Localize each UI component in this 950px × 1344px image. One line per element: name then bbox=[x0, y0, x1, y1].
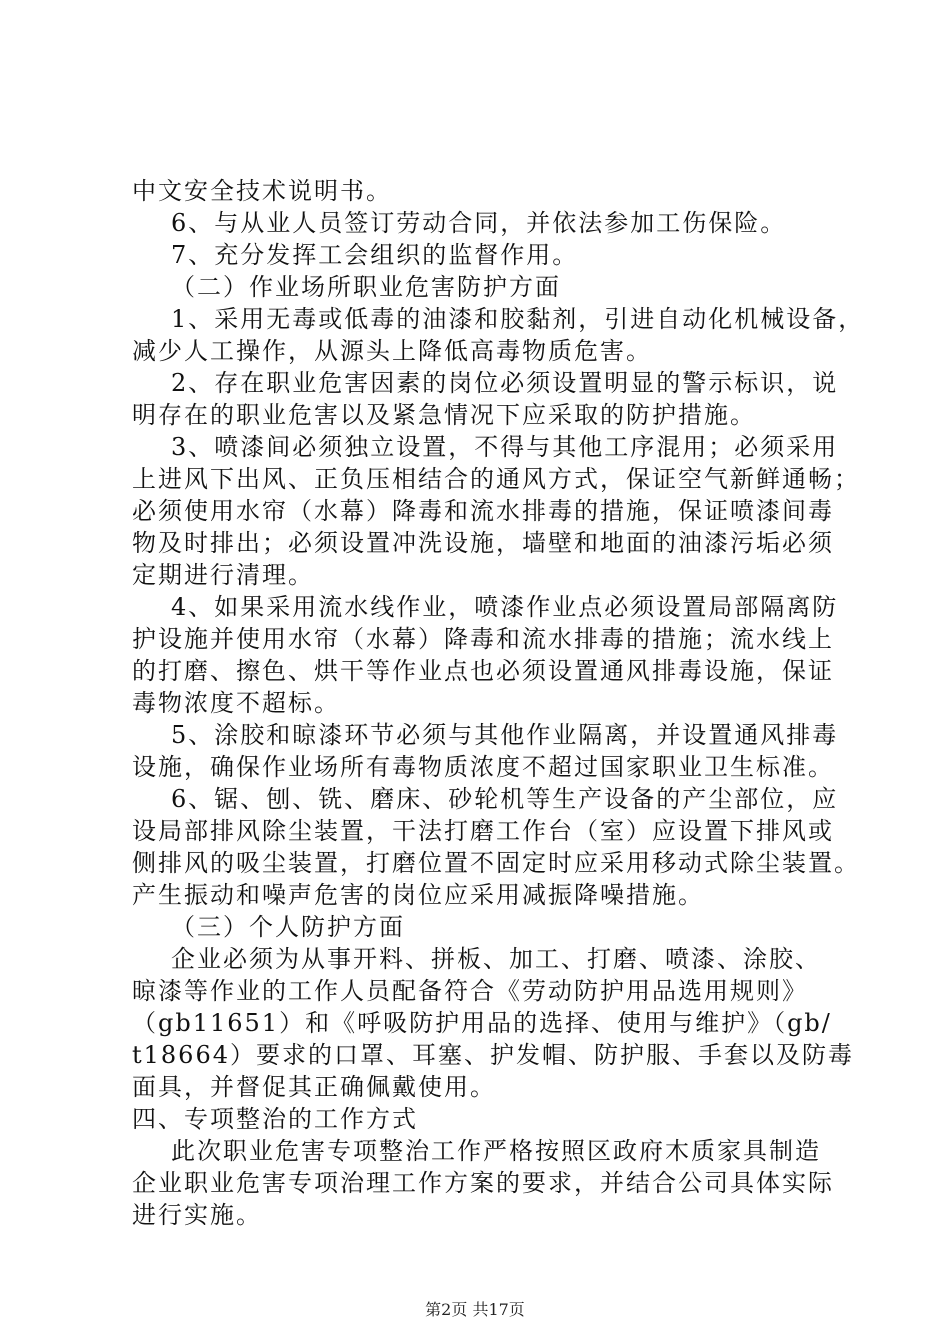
text-line: 产生振动和噪声危害的岗位应采用减振降噪措施。 bbox=[132, 881, 704, 909]
text-line: 设局部排风除尘装置，干法打磨工作台（室）应设置下排风或 bbox=[132, 817, 834, 845]
text-line: 1、采用无毒或低毒的油漆和胶黏剂，引进自动化机械设备， bbox=[171, 305, 865, 333]
text-line: 6、锯、刨、铣、磨床、砂轮机等生产设备的产尘部位，应 bbox=[171, 785, 839, 813]
text-line: 面具，并督促其正确佩戴使用。 bbox=[132, 1073, 496, 1101]
text-line: 4、如果采用流水线作业，喷漆作业点必须设置局部隔离防 bbox=[171, 593, 839, 621]
text-line: 5、涂胶和晾漆环节必须与其他作业隔离，并设置通风排毒 bbox=[171, 721, 839, 749]
section-heading: 四、专项整治的工作方式 bbox=[132, 1105, 418, 1133]
text-line: 7、充分发挥工会组织的监督作用。 bbox=[171, 241, 579, 269]
text-line: 毒物浓度不超标。 bbox=[132, 689, 340, 717]
text-line: 企业必须为从事开料、拼板、加工、打磨、喷漆、涂胶、 bbox=[171, 945, 821, 973]
text-line: （gb11651）和《呼吸防护用品的选择、使用与维护》（gb/ bbox=[132, 1009, 832, 1037]
text-line: 设施，确保作业场所有毒物质浓度不超过国家职业卫生标准。 bbox=[132, 753, 834, 781]
text-line: t18664）要求的口罩、耳塞、护发帽、防护服、手套以及防毒 bbox=[132, 1041, 854, 1069]
text-line: 3、喷漆间必须独立设置，不得与其他工序混用；必须采用 bbox=[171, 433, 839, 461]
text-line: 必须使用水帘（水幕）降毒和流水排毒的措施，保证喷漆间毒 bbox=[132, 497, 834, 525]
text-line: 明存在的职业危害以及紧急情况下应采取的防护措施。 bbox=[132, 401, 756, 429]
text-line: 6、与从业人员签订劳动合同，并依法参加工伤保险。 bbox=[171, 209, 787, 237]
text-line: 上进风下出风、正负压相结合的通风方式，保证空气新鲜通畅； bbox=[132, 465, 860, 493]
text-line: 晾漆等作业的工作人员配备符合《劳动防护用品选用规则》 bbox=[132, 977, 808, 1005]
section-heading: （二）作业场所职业危害防护方面 bbox=[171, 273, 561, 301]
text-line: 定期进行清理。 bbox=[132, 561, 314, 589]
text-line: 的打磨、擦色、烘干等作业点也必须设置通风排毒设施，保证 bbox=[132, 657, 834, 685]
text-line: 物及时排出；必须设置冲洗设施，墙壁和地面的油漆污垢必须 bbox=[132, 529, 834, 557]
text-line: 2、存在职业危害因素的岗位必须设置明显的警示标识，说 bbox=[171, 369, 839, 397]
text-line: 此次职业危害专项整治工作严格按照区政府木质家具制造 bbox=[171, 1137, 821, 1165]
page-number-footer: 第2页 共17页 bbox=[425, 1300, 525, 1319]
text-line: 侧排风的吸尘装置，打磨位置不固定时应采用移动式除尘装置。 bbox=[132, 849, 860, 877]
text-line: 进行实施。 bbox=[132, 1201, 262, 1229]
text-line: 减少人工操作，从源头上降低高毒物质危害。 bbox=[132, 337, 652, 365]
text-line: 中文安全技术说明书。 bbox=[132, 177, 392, 205]
text-line: 企业职业危害专项治理工作方案的要求，并结合公司具体实际 bbox=[132, 1169, 834, 1197]
section-heading: （三）个人防护方面 bbox=[171, 913, 405, 941]
text-line: 护设施并使用水帘（水幕）降毒和流水排毒的措施；流水线上 bbox=[132, 625, 834, 653]
